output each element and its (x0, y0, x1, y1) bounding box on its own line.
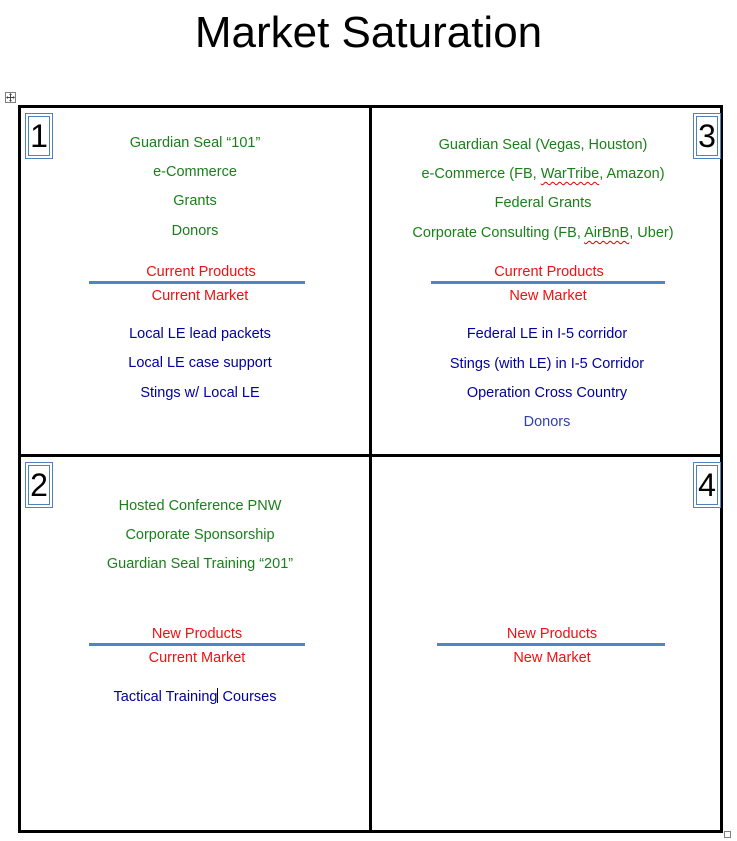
page-title: Market Saturation (194, 8, 543, 57)
market-label: Current Market (148, 650, 246, 666)
market-label: New Market (509, 288, 587, 304)
tactic-item: Federal LE in I-5 corridor (466, 326, 628, 342)
tactic-item[interactable]: Tactical Training Courses (113, 689, 277, 705)
product-item: Corporate Consulting (FB, AirBnB, Uber) (412, 225, 674, 241)
quadrant-number: 3 (696, 116, 718, 156)
table-resize-handle[interactable] (724, 831, 731, 838)
axis-divider-line (437, 643, 665, 646)
axis-divider-line (89, 643, 305, 646)
tactic-item: Local LE lead packets (129, 326, 271, 342)
tactic-item: Operation Cross Country (466, 385, 628, 401)
product-item: Donors (171, 223, 219, 239)
market-matrix-table (18, 105, 723, 833)
quadrant-2 (21, 457, 369, 830)
products-label: Current Products (146, 264, 256, 280)
tactic-item: Stings w/ Local LE (140, 385, 260, 401)
products-label: Current Products (494, 264, 604, 280)
product-item: Federal Grants (494, 195, 592, 211)
product-item: Guardian Seal Training “201” (106, 556, 294, 572)
quadrant-1 (21, 108, 369, 454)
quadrant-number: 2 (28, 465, 50, 505)
product-item: Guardian Seal (Vegas, Houston) (438, 137, 648, 153)
product-item: Guardian Seal “101” (129, 135, 261, 151)
market-label: Current Market (151, 288, 249, 304)
spellcheck-word[interactable]: AirBnB (584, 225, 630, 241)
quadrant-3 (372, 108, 720, 454)
product-item: e-Commerce (153, 164, 237, 180)
product-item: e-Commerce (FB, WarTribe, Amazon) (421, 166, 665, 182)
product-item: Grants (173, 193, 217, 209)
product-item: Corporate Sponsorship (125, 527, 275, 543)
products-label: New Products (151, 626, 243, 642)
tactic-item: Local LE case support (128, 355, 272, 371)
table-move-handle-icon[interactable] (5, 92, 16, 103)
tactic-item: Stings (with LE) in I-5 Corridor (449, 356, 645, 372)
quadrant-number: 1 (28, 116, 50, 156)
product-item: Hosted Conference PNW (118, 498, 282, 514)
quadrant-number: 4 (696, 465, 718, 505)
spellcheck-word[interactable]: WarTribe (540, 166, 600, 182)
tactic-item: Donors (523, 414, 571, 430)
market-label: New Market (513, 650, 591, 666)
axis-divider-line (431, 281, 665, 284)
quadrant-4 (372, 457, 720, 830)
products-label: New Products (506, 626, 598, 642)
axis-divider-line (89, 281, 305, 284)
